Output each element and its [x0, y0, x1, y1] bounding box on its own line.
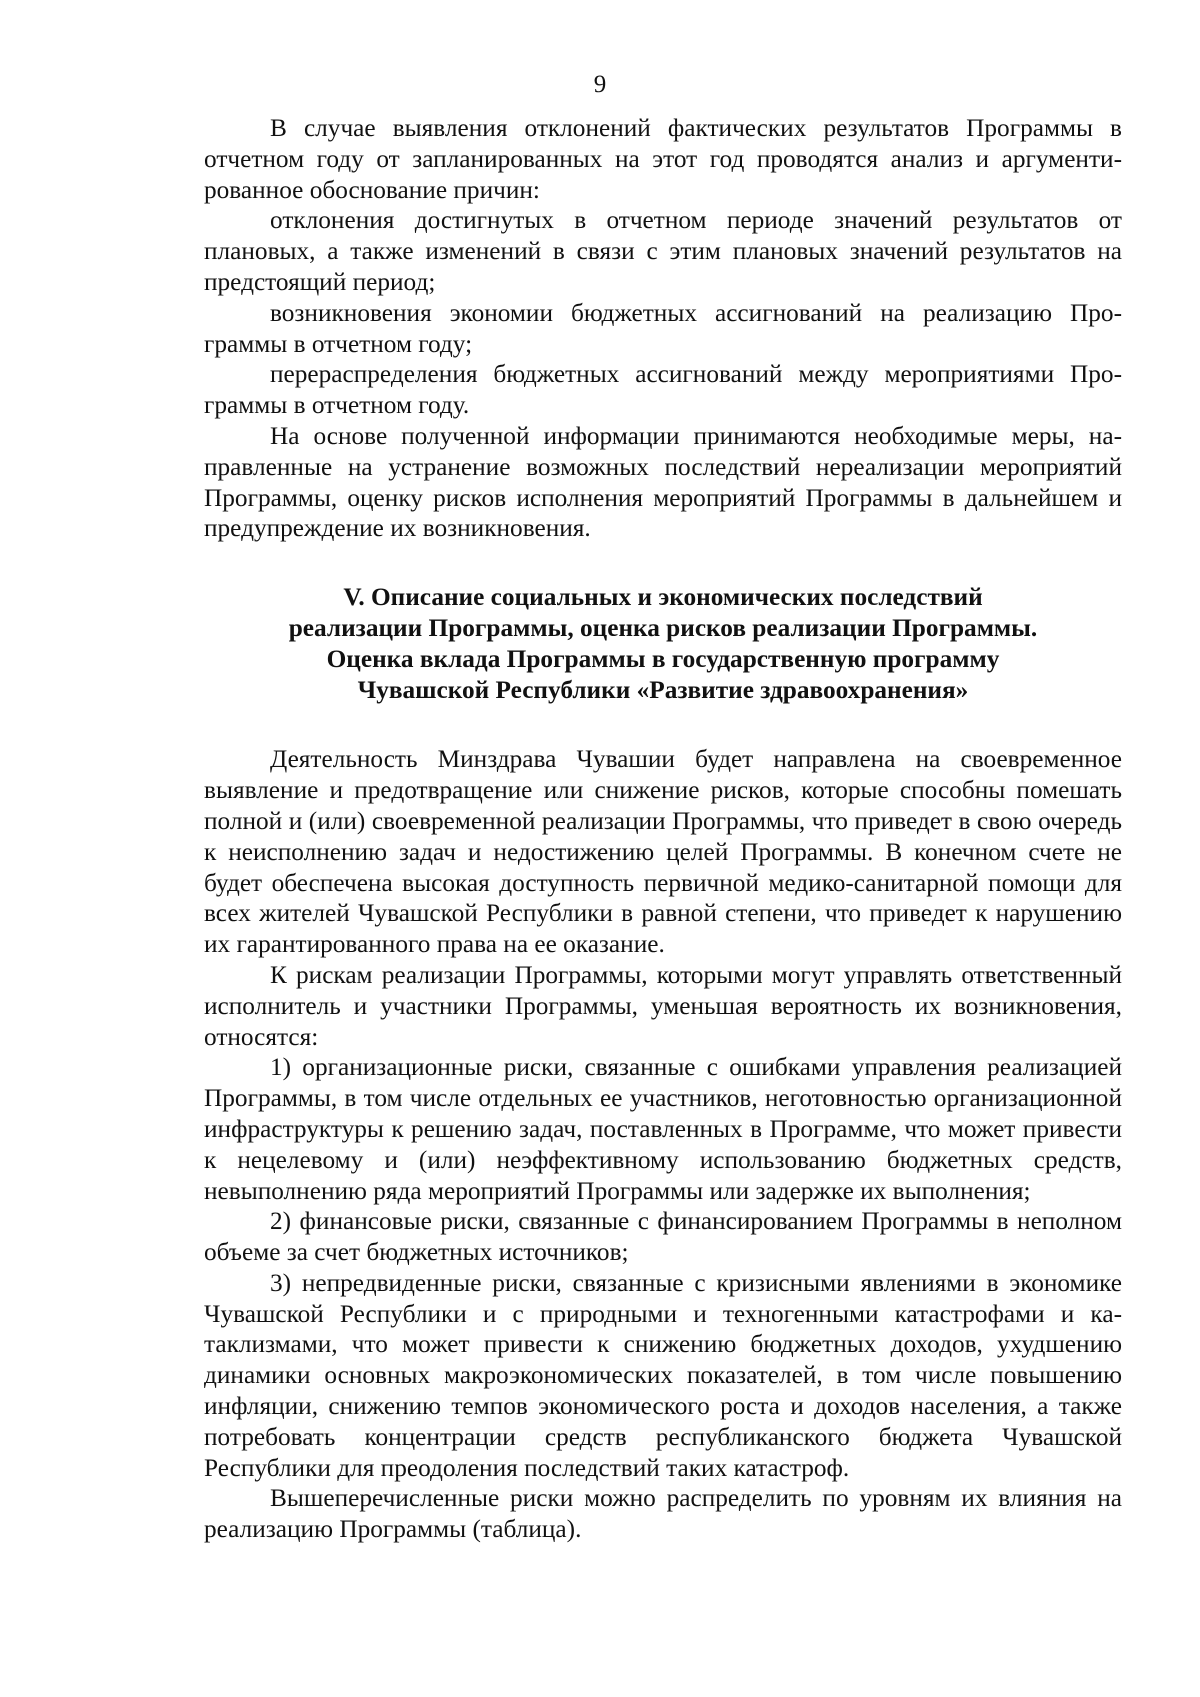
- section-heading-line: реализации Программы, оценка рисков реализации Программы.: [288, 613, 1038, 642]
- section-heading-line: V. Описание социальных и экономических последствий: [343, 583, 983, 612]
- paragraph: Вышеперечисленные риски можно распределить по уровням их влияния на реализацию Программы (таблица).: [204, 1484, 1122, 1544]
- section-heading-line: Оценка вклада Программы в государственную программу: [326, 644, 1000, 673]
- list-item-risk: 2) финансовые риски, связанные с финансированием Программы в неполном объеме за счет бюджетных источников;: [204, 1207, 1122, 1267]
- paragraph: На основе полученной информации принимаются необходимые меры, направленные на устранение возможных последствий нереализации мероприятий Программы, оценку рисков исполнения мероприятий Программы в дальнейшем и предупреждение их возникновения.: [204, 421, 1122, 543]
- paragraph: К рискам реализации Программы, которыми могут управлять ответственный исполнитель и участники Программы, уменьшая вероятность их возникновения, относятся:: [204, 960, 1122, 1051]
- list-item-risk: 1) организационные риски, связанные с ошибками управления реализацией Программы, в том числе отдельных ее участников, неготовностью организационной инфраструктуры к решению задач, поставленных в Программе, что может привести к нецелевому и (или) неэффективному использованию бюджетных средств, невыполнению ряда мероприятий Программы или задержке их выполнения;: [204, 1053, 1122, 1205]
- list-item-risk: 3) непредвиденные риски, связанные с кризисными явлениями в экономике Чувашской Республики и с природными и техногенными катастрофами и катаклизмами, что может привести к снижению бюджетных доходов, ухудшению динамики основных макроэкономических показателей, в том числе повышению инфляции, снижению темпов экономического роста и доходов населения, а также потребовать концентрации средств республиканского бюджета Чувашской Республики для преодоления последствий таких катастроф.: [204, 1268, 1122, 1482]
- paragraph: перераспределения бюджетных ассигнований между мероприятиями Программы в отчетном году.: [204, 360, 1122, 420]
- page-number: 9: [593, 71, 607, 98]
- paragraph: отклонения достигнутых в отчетном периоде значений результатов от плановых, а также изменений в связи с этим плановых значений результатов на предстоящий период;: [204, 206, 1122, 296]
- paragraph: Деятельность Минздрава Чувашии будет направлена на своевременное выявление и предотвращение или снижение рисков, которые способны помешать полной и (или) своевременной реализации Программы, что приведет в свою очередь к неисполнению задач и недостижению целей Программы. В конечном счете не будет обеспечена высокая доступность первичной медико-санитарной помощи для всех жителей Чувашской Республики в равной степени, что приведет к нарушению их гарантированного права на ее оказание.: [204, 745, 1122, 959]
- section-heading-line: Чувашской Республики «Развитие здравоохранения»: [357, 675, 969, 704]
- document-body: [204, 113, 1122, 1545]
- section-heading: [204, 582, 1122, 705]
- paragraph: возникновения экономии бюджетных ассигнований на реализацию Программы в отчетном году;: [204, 298, 1122, 358]
- paragraph: В случае выявления отклонений фактических результатов Программы в отчетном году от запланированных на этот год проводятся анализ и аргументированное обоснование причин:: [204, 114, 1122, 204]
